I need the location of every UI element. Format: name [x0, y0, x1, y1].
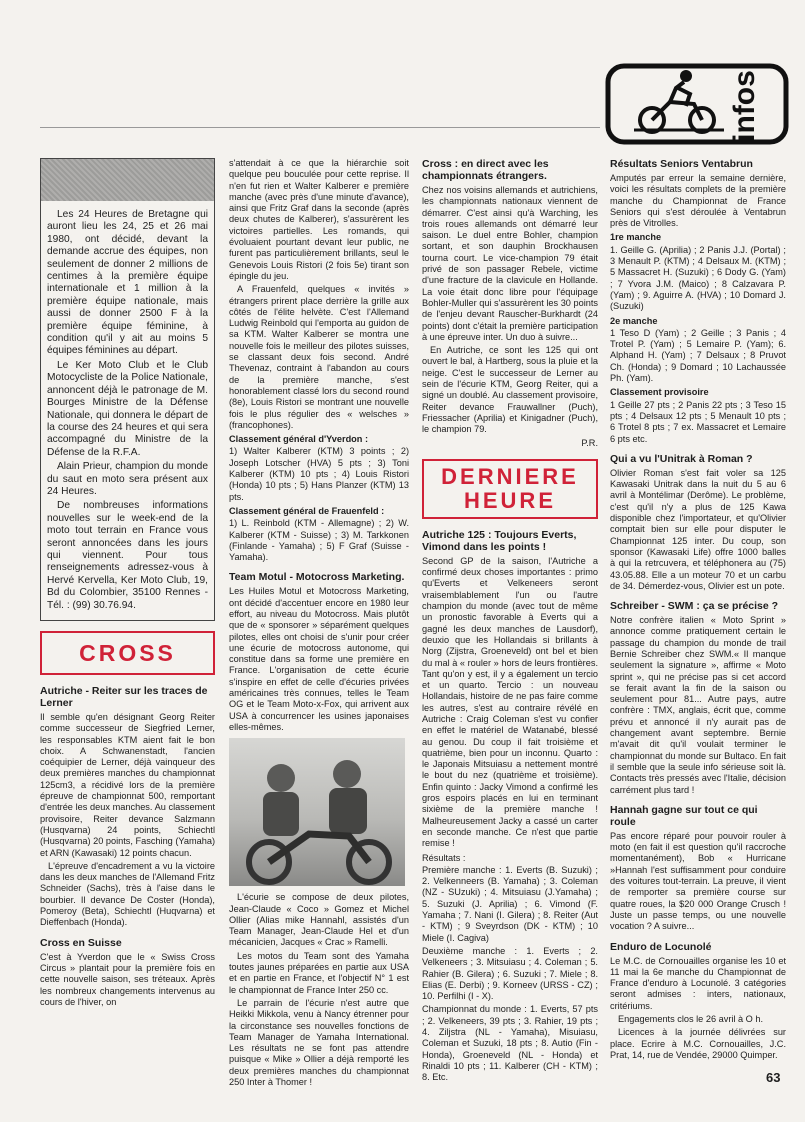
- article-locunole: [610, 941, 786, 1062]
- article-title: Hannah gagne sur tout ce qui roule: [610, 803, 758, 828]
- subheading: Classement général d'Yverdon :: [229, 434, 369, 445]
- subheading: 1re manche: [610, 232, 662, 243]
- results-text: Championnat du monde : 1. Everts, 57 pts ; 2. Velkeneers, 39 pts ; 3. Rahier, 19 pts ; 4. Ziljstra (NL - Yamaha), Misuiasu, Coleman et Suzuki, 18 pts ; 8. Autio (Fin - Honda), Groeneveld (NL - Honda) et Rinaldi 10 pts ; 11. Kalberer (CH - KTM) ; 8. Etc.: [422, 1004, 598, 1083]
- article-title: Team Motul - Motocross Marketing.: [229, 571, 405, 584]
- article-paragraph: Le parrain de l'écurie n'est autre que Heikki Mikkola, venu à Nancy étrenner pour la circonstance ses nouvelles fonctions de Team Manager de Yamaha International. Les résultats ne se font pas attendre puisque « Mike » Ollier a déjà remporté les deux premières manches du championnat 250 Inter à Thomer !: [229, 997, 409, 1087]
- infos-logo: [604, 60, 790, 146]
- box-paragraph: Les 24 Heures de Bretagne qui auront lieu les 24, 25 et 26 mai 1980, ont décidé, devant la demande accrue des équipes, non seulement de donner 2 millions de centimes à la première équipe internationale et 1 million à la première équipe nationale, mais aussi de donner 2500 F à la première équipe féminine, à condition qu'il y ait au moins 5 équipes féminines au départ.: [47, 209, 208, 357]
- results-text: 1 Teso D (Yam) ; 2 Geille ; 3 Panis ; 4 Trotel P. (Yam) ; 5 Lemaire P. (Yam); 6. Alphand H. (Yam) ; 7 Delsaux ; 8 Pruvot Ch. (Honda) ; 9 Domard ; 10 Lachaussée Ph. (Yam).: [610, 327, 786, 384]
- article-signature: P.R.: [581, 437, 598, 448]
- article-paragraph: Amputés par erreur la semaine dernière, voici les résultats complets de la première manche du Championnat de France Seniors qui s'est déroulée à Ventabrun près de Vitrolles.: [610, 173, 786, 229]
- article-team-motul: [229, 571, 409, 1088]
- cross-banner: CROSS: [40, 631, 215, 675]
- article-paragraph: Licences à la journée délivrées sur place. Ecrire à M.C. Cornouailles, J.C. Prat, 14, rue de Vendée, 29000 Quimper.: [610, 1027, 786, 1060]
- column-2: [229, 158, 409, 1090]
- page-number: 63: [766, 1070, 781, 1085]
- article-paragraph: Il semble qu'en désignant Georg Reiter comme successeur de Siegfried Lerner, les responsables KTM aient fait le bon choix. A Schwanenstadt, l'ancien coéquipier de Lerner, déjà vainqueur des deux premières manches du championnat 125cm3, a récidivé lors de la première épreuve de championnat 500, remportant d'entrée les deux manches. Au classement provisoire, Reiter devance Salzmann (Husqvarna) 24 points, Schiechtl (Husqvarna) 20 points, Fasching (Yamaha) et ARN (Kawasaki) 12 points chacun.: [40, 712, 215, 858]
- header-rule: [40, 127, 600, 128]
- article-hannah: [610, 804, 786, 933]
- article-title: Cross : en direct avec les championnats étrangers.: [422, 158, 549, 182]
- subheading: Classement provisoire: [610, 387, 709, 398]
- bretagne-box: [40, 158, 215, 621]
- logo-text: infos: [728, 70, 761, 142]
- results-text: 1) Walter Kalberer (KTM) 3 points ; 2) Joseph Lotscher (HVA) 5 pts ; 3) Toni Kalberer (KTM) 10 pts ; 4) Louis Ristori (Honda) 10 pts ; 5) Hans Planzer (KTM) 13 pts.: [229, 446, 409, 502]
- article-title: Schreiber - SWM : ça se précise ?: [610, 600, 779, 613]
- article-paragraph: Chez nos voisins allemands et autrichiens, les championnats nationaux viennent de démarrer. C'est ainsi qu'à Warching, les trois roues allemands ont démarré leur saison. Le duel entre Bohler, champion sortant, et son dauphin Brockhausen tourna court. Le vice-champion 79 était privé de son passager Rebele, victime d'une fracture de la clavicule en Hollande. La voie était donc libre pour l'équipage Bohler-Muller qui s'assurèrent les 30 points de l'enjeu devant Rauscher-Burkhardt (24 points) dont c'était la première participation à une épreuve inter. Un duo à suivre...: [422, 185, 598, 342]
- riders-photo-icon: [229, 738, 405, 886]
- article-paragraph: Olivier Roman s'est fait voler sa 125 Kawasaki Unitrak dans la nuit du 5 au 6 avril à Montélimar (Derôme). Le problème, c'est qu'il n'y a plus de 125 Kawa disponible chez l'importateur, et qu'Olivier comptait bien sur elle pour disputer le Championnat 125 inter. Du coup, son sponsor (Kawasaki Life) offre 1000 balles à qui la retrcuvera, et téléphonera au (75) 43.05.88. Elle a un moteur 70 et un carbu de 34. Démerdez-vous, Olivier est un pote.: [610, 467, 786, 591]
- article-championnats-etrangers: [422, 158, 598, 449]
- column-1: [40, 158, 215, 1010]
- article-paragraph: Pas encore réparé pour pouvoir rouler à moto (en fait il est question qu'il raccroche momentanément), Bob « Hurricane »Hannah l'est suffisamment pour conduire des voitures tout-terrain. La preuve, il vient de remporter sa première course sur quatre roues, la $20 000 Orange Crusch ! Juste un passe temps, ou une nouvelle vocation ? A suivre...: [610, 830, 786, 932]
- article-paragraph: Engagements clos le 26 avril à O h.: [618, 1014, 764, 1024]
- column-3: [422, 158, 598, 1085]
- article-title: Résultats Seniors Ventabrun: [610, 158, 753, 170]
- article-ventabrun: [610, 158, 786, 445]
- article-title: Autriche 125 : Toujours Everts, Vimond dans les points !: [422, 528, 577, 553]
- box-paragraph: De nombreuses informations nouvelles sur le week-end de la moto tout terrain en France vous seront annoncées dans les jours qui viennent. Pour tous renseignements adressez-vous à Hervé Kervella, Ker Moto Club, 19, Bd du Colombier, 35100 Rennes - Tél. : (99) 30.76.94.: [47, 500, 208, 611]
- article-paragraph: L'écurie se compose de deux pilotes, Jean-Claude « Coco » Gomez et Michel Ollier (Alias mike Hannahl, assistés d'un Team Manager, Jean-Claude Hel et d'un mécanicien, Jacques « Crac » Ramelli.: [229, 892, 409, 948]
- results-text: 1) L. Reinbold (KTM - Allemagne) ; 2) W. Kalberer (KTM - Suisse) ; 3) M. Tarkkonen (Finlande - Yamaha) ; 5) F Graf (Suisse - Yamaha).: [229, 518, 409, 563]
- derniere-heure-banner: DERNIERE HEURE: [422, 459, 598, 519]
- article-paragraph: Les motos du Team sont des Yamaha toutes jaunes préparées en partie aux USA et en partie en France, et l'objectif N° 1 est le championnat de France Inter 250 cc.: [229, 950, 409, 995]
- subheading: 2e manche: [610, 315, 658, 326]
- results-text: 1 Geille 27 pts ; 2 Panis 22 pts ; 3 Teso 15 pts ; 4 Delsaux 12 pts ; 5 Menault 10 pts ; 6 Trotel 8 pts ; 7 ex. Massacret et Lemaire 6 pts etc.: [610, 399, 786, 444]
- article-paragraph: Second GP de la saison, l'Autriche a confirmé deux choses importantes : primo qu'Everts et Velkeneers seront vraisemblablement l'un ou l'autre champion du monde (avec tout de même un pronostic favorable à Everts qui a gagné les deux manches de Lausdorf), deuxio que les Hollandais si brillants à Norg (Zijstra, Groeneveld) ont bel et bien du mal à « rouler » hors de leurs frontières. Tant qu'on y est, il y a également un tercio et un quarto. Tercio : un nouveau Hollandais, histoire de ne pas faire comme les autres, s'est au contraire révélé en Autriche : Craig Coleman s'est vu confier en effet le matériel de Watanabé, blessé au genou. Du coup il fait troisième et quatrième, bien pour un inconnu. Quarto : le Japonais Mitsuiasu a nettement montré le bout du nez (quatrième et troisième). Enfin quinto : Jacky Vimond a confirmé les gros espoirs placés en lui en terminant sixième de la première manche ! Malheureusement Jacky a cassé un carter en seconde manche. Ce n'est que partie remise !: [422, 555, 598, 849]
- article-paragraph: L'épreuve d'encadrement a vu la victoire dans les deux manches de l'Allemand Fritz Schneider (Sachs), très à l'aise dans le bourbier. Il devance De Coster (Honda), Pomeroy (Beta), Schiechtl (Huqvarna) et Dieffenbach (Honda).: [40, 860, 215, 928]
- article-title: Autriche - Reiter sur les traces de Lerner: [40, 685, 208, 709]
- article-paragraph: Notre confrère italien « Moto Sprint » annonce comme pratiquement certain le passage du champion du monde de trail Bernie Schreiber chez SWM.« Il manque seulement la signature », affirme « Moto sprint », qui ne précise pas si cet accord se ferait avant la fin de la saison ou seulement pour 81... Autre pays, autre confrère : TMX, anglais, écrit que, comme prévu et annoncé il n'y aurait pas de changement avant septembre. Bernie m'avait dit qu'il voulait terminer le championnat du monde sur Bultaco. En fait il semble que la seule info sérieuse soit là. Contacts très pressés avec l'Italie, décision carrément plus tard !: [610, 615, 786, 795]
- team-photo: [229, 738, 405, 886]
- column-4: [610, 158, 786, 1063]
- article-reiter: [40, 685, 215, 929]
- article-unitrak: [610, 453, 786, 592]
- article-title: Cross en Suisse: [40, 936, 122, 949]
- article-title: Qui a vu l'Unitrak à Roman ?: [610, 452, 753, 465]
- results-text: 1. Geille G. (Aprilia) ; 2 Panis J.J. (Portal) ; 3 Menault P. (KTM) ; 4 Delsaux M. (KTM) ; 5 Massacret H. (Suzuki) ; 6 Dody G. (Yam) ; 7 Yvora J.M. (Maico) ; 8 Calzavara P. (Yam) ; 9. Aguirre A. (HVA) ; 10 Domard J. (Suzuki): [610, 244, 786, 312]
- box-header-image: [41, 159, 214, 201]
- article-title: Enduro de Locunolé: [610, 940, 712, 953]
- box-paragraph: Alain Prieur, champion du monde du saut en moto sera présent aux 24 Heures.: [47, 461, 208, 497]
- article-schreiber: [610, 600, 786, 796]
- article-paragraph: Les Huiles Motul et Motocross Marketing, ont décidé d'accentuer encore en 1980 leur effort, au niveau du Motocross. Mais plutôt que de « sponsorer » séparément quelques pilotes, elles ont choisi de s'unir pour créer une écurie de motocross autonome, qui constitue dans sa forme une première en France. L'organisation de cette écurie s'inspire en effet de celle d'écuries privées américaines très connues, telles le Team OG et le Team Moto-x-Fox, qui arrivent aux USA à concurrencer les usines japonaises elles-mêmes.: [229, 586, 409, 732]
- article-paragraph: s'attendait à ce que la hiérarchie soit quelque peu bouculée pour cette reprise. Il n'en fut rien et Walter Kalberer e première manche (avec près d'une minute d'avance), ainsi que Fritz Graf dans la seconde (après deux chutes de Kalberer), s'assurèrent les victoires partielles. Les romands, qui évoluaient pourtant devant leur public, ne furent pas particulièrement brillants, seul le Genevois Louis Ristori (2 fois 5e) tirant son épingle du jeu.: [229, 158, 409, 281]
- article-autriche-125: [422, 529, 598, 1084]
- results-text: Deuxième manche : 1. Everts ; 2. Velkeneers ; 3. Mitsuiasu ; 4. Coleman ; 5. Rahier (B. Gilera) ; 6. Suzuki ; 7. Miele ; 8. Elias (E. Derbi) ; 9. Korneev (URSS - CZ) ; 10. Perfilhi (I - X).: [422, 945, 598, 1002]
- results-text: Première manche : 1. Everts (B. Suzuki) ; 2. Velkenneers (B. Yamaha) ; 3. Coleman (NZ - SUzuki) ; 4. Mitsuiasu (J.Yamaha) ; 5. Suzuki (J. Aprilia) ; 6. Vimond (F. Yamaha ; 7. Nani (I. Gilera) ; 8. Reiter (Aut - KTM) ; 9 Sveyrdson (DK - KTM) ; 10 Miele (I. Cagiva): [422, 864, 598, 943]
- article-cross-suisse-cont: [229, 158, 409, 563]
- article-paragraph: Le M.C. de Cornouailles organise les 10 et 11 mai la 6e manche du Championnat de France d'enduro à Locunolé. 3 catégories seront admises : inters, nationaux, critériums.: [610, 955, 786, 1011]
- article-cross-suisse: [40, 937, 215, 1008]
- article-paragraph: En Autriche, ce sont les 125 qui ont ouvert le bal, à Hartberg, sous la pluie et la neige. C'est le successeur de Lerner au sein de l'écurie KTM, Georg Reiter, qui a signé un doublé. Au classement provisoire, Reiter devance Frauwallner (Puch), Friessacher (Aprilia) et Kinigadner (Puch), le champion 79.: [422, 345, 598, 435]
- subheading: Classement général de Frauenfeld :: [229, 505, 385, 516]
- article-paragraph: C'est à Yverdon que le « Swiss Cross Circus » plantait pour la première fois en cette nouvelle saison, ses tréteaux. Après les nombreux changements intervenus au cours de l'hiver, on: [40, 951, 215, 1007]
- article-paragraph: A Frauenfeld, quelques « invités » étrangers prirent place derrière la grille aux côtés de l'élite helvète. C'est l'Allemand Ludwig Reinbold qui l'emporta au guidon de sa KTM. Walter Kalberer se montra une nouvelle fois le meilleur des pilotes suisses, se classant deux fois second. André Thevenaz, contraint à l'abandon au cours de la première manche, s'est honorablement classé lors du second round (8e), Louis Ristori se montrant une nouvelle fois le plus régulier des « welsches » (francophones).: [229, 284, 409, 430]
- results-label: Résultats :: [422, 852, 466, 863]
- box-paragraph: Le Ker Moto Club et le Club Motocycliste de la Police Nationale, annoncent déjà le patronage de M. Bourges Ministre de la Défense Nationale, qui donnera le départ de la course des 24 heures et qui sera accompagné du Ministre de la Défense de la R.F.A.: [47, 359, 208, 458]
